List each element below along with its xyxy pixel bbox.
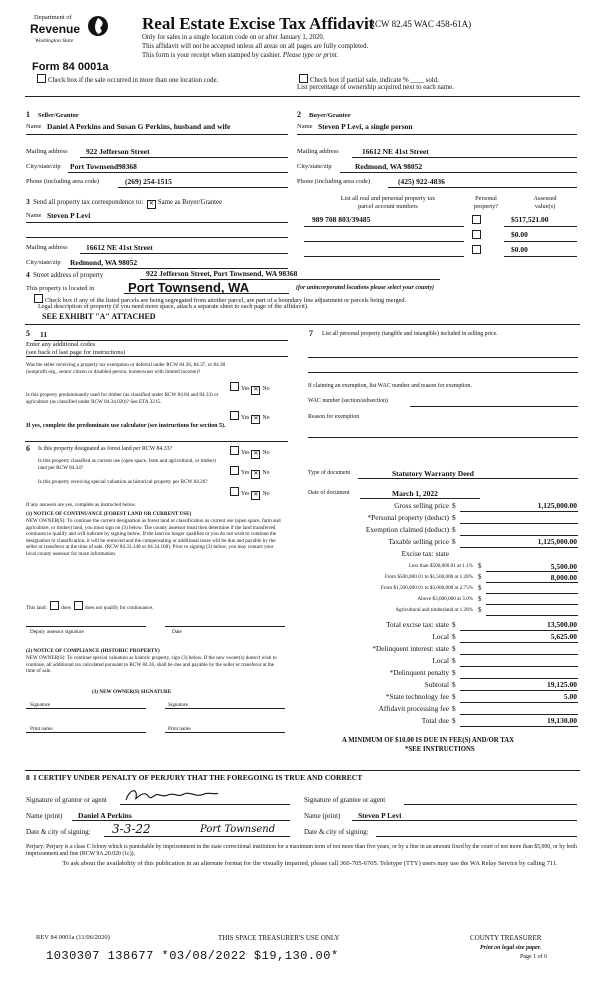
owner-signature-label-1: Signature xyxy=(30,702,50,708)
grantee-signature-label: Signature of grantee or agent xyxy=(304,796,386,804)
buyer-phone-label: Phone (including area code) xyxy=(297,178,371,185)
notice-3: This form is your receipt when stamped by cashier. Please type or print. xyxy=(142,52,339,59)
grantor-name[interactable]: Daniel A Perkins xyxy=(78,811,132,820)
section6-q3: Is this property receiving special valuation as historical property per RCW 84.26? xyxy=(38,479,208,485)
form-title: Real Estate Excise Tax Affidavit xyxy=(142,14,375,33)
section6-q2: Is this property classified as current use (open space, farm and agricultural, or timber) land per RCW 84.34? xyxy=(38,458,216,471)
owner-signature-label-2: Signature xyxy=(168,702,188,708)
property-street[interactable]: 922 Jefferson Street, Port Townsend, WA 98368 xyxy=(146,269,298,278)
parcel-header: List all real and personal property tax parcel account numbers xyxy=(340,195,436,210)
treasurer-use: THIS SPACE TREASURER'S USE ONLY xyxy=(218,934,340,942)
grantee-name[interactable]: Steven P Levi xyxy=(358,811,402,820)
legal-description: Legal description of property (if you need more space, attach a separate sheet to each page of the affidavit). xyxy=(38,303,309,310)
seller-name-label: Name xyxy=(26,123,42,130)
owner-print-name-2: Print name xyxy=(168,726,191,732)
reason-label: Reason for exemption xyxy=(308,414,360,420)
section7-text: List all personal property (tangible and intangible) included in selling price. xyxy=(322,331,498,337)
section8-certify: 8 I CERTIFY UNDER PENALTY OF PERJURY THAT THE FOREGOING IS TRUE AND CORRECT xyxy=(26,773,363,782)
section5-q3: If yes, complete the predominate use calculator (see instructions for section 5). xyxy=(26,423,226,429)
parcel-number[interactable]: 989 708 803/39485 xyxy=(312,215,371,224)
form-revision: REV 84 0001a (11/06/2020) xyxy=(36,934,110,941)
legal-paper-note: Print on legal size paper. xyxy=(480,945,542,951)
section6-q2-answer[interactable]: Yes ✕ No xyxy=(228,466,270,479)
located-label: This property is located in xyxy=(26,285,95,292)
parcel-row xyxy=(304,244,579,258)
section5-q1: Was the seller receiving a property tax exemption or deferral under RCW 84.36, 84.37, or 84.38 (nonprofit org., senior citizen or disabled person, homeowner with limited income)? xyxy=(26,362,226,375)
notice-2: This affidavit will not be accepted unless all areas on all pages are fully completed. xyxy=(142,43,369,50)
grantor-date-city-label: Date & city of signing: xyxy=(26,828,91,836)
wac-label: WAC number (section/subsection) xyxy=(308,398,388,404)
form-number: Form 84 0001a xyxy=(32,61,109,73)
notice1-title: (1) NOTICE OF CONTINUANCE (FOREST LAND OR CURRENT USE) xyxy=(26,511,192,517)
section5-q1-answer[interactable]: Yes ✕ No xyxy=(228,382,270,395)
buyer-phone[interactable]: (425) 922-4836 xyxy=(398,177,445,186)
buyer-mailing[interactable]: 16612 NE 41st Street xyxy=(362,147,429,156)
minimum-due-note: A MINIMUM OF $10.00 IS DUE IN FEE(S) AND/OR TAX xyxy=(342,737,515,744)
grantee-name-label: Name (print) xyxy=(304,812,341,820)
check-multi-location[interactable]: Check box if the sale occurred in more than one location code. xyxy=(35,74,218,84)
parcel-row xyxy=(304,229,579,243)
new-owner-signature-heading: (3) NEW OWNER(S) SIGNATURE xyxy=(92,689,172,695)
personal-property-checkbox[interactable] xyxy=(472,230,481,239)
grantor-city[interactable]: Port Townsend xyxy=(200,824,276,835)
doc-date-label: Date of document xyxy=(308,490,350,496)
buyer-city[interactable]: Redmond, WA 98052 xyxy=(355,162,423,171)
tax-row: Taxable selling price $ 1,125,000.00 xyxy=(388,537,577,546)
perjury-notice: Perjury: Perjury is a class C felony which is punishable by imprisonment in the state correctional institution for a maximum term of not more than five years, or by a fine in an amount fixed by the court of not more than $5,000, or by both imprisonment and fine (RCW 9A.20.020 (1c)). xyxy=(26,844,577,857)
buyer-name-label: Name xyxy=(297,123,313,130)
grantor-signature-label: Signature of grantor or agent xyxy=(26,796,107,804)
this-land: This land: does does not qualify for continuance. xyxy=(26,601,153,611)
page-number: Page 1 of 6 xyxy=(520,954,548,960)
check-partial-sale[interactable]: Check box if partial sale, indicate % ____ sold. xyxy=(297,74,439,84)
doc-date[interactable]: March 1, 2022 xyxy=(392,489,438,498)
tax-row: *Personal property (deduct) $ xyxy=(300,512,585,525)
does-checkbox[interactable] xyxy=(50,601,59,610)
bracket-row: Above $3,000,000 at 3.0% $ xyxy=(300,595,585,606)
additional-codes-label: Enter any additional codes xyxy=(26,341,96,348)
seller-city[interactable]: Port Townsend98368 xyxy=(70,162,137,171)
bracket-row: Agricultural and timberland at 1.28% $ xyxy=(300,606,585,617)
assessed-header: Assessed value(s) xyxy=(533,195,557,210)
bracket-row: From $1,500,000.01 to $3,000,000 at 2.75% $ xyxy=(300,584,585,595)
personal-property-checkbox[interactable] xyxy=(472,245,481,254)
parcel-row xyxy=(304,214,579,228)
does-not-checkbox[interactable] xyxy=(74,601,83,610)
tax-row: Gross selling price $ 1,125,000.00 xyxy=(394,501,577,510)
notice-1: Only for sales in a single location code on or after January 1, 2020. xyxy=(142,34,325,41)
deputy-signature-label: Deputy assessor signature xyxy=(30,629,84,635)
total-row: Local $ 5,625.00 xyxy=(432,632,577,641)
list-percentage: List percentage of ownership acquired next to each name. xyxy=(297,84,454,91)
dept-line2: Revenue xyxy=(30,22,81,36)
assessed-value[interactable]: $517,521.00 xyxy=(511,215,549,224)
see-back-label: (see back of last page for instructions) xyxy=(26,349,126,356)
section6-q3-answer[interactable]: Yes ✕ No xyxy=(228,487,270,500)
total-row: *Delinquent interest: state $ xyxy=(300,643,585,656)
dept-line1: Department of xyxy=(34,14,72,21)
exemption-text: If claiming an exemption, list WAC number and reason for exemption. xyxy=(308,383,472,389)
seller-mailing[interactable]: 922 Jefferson Street xyxy=(86,147,150,156)
seller-phone-label: Phone (including area code) xyxy=(26,178,100,185)
section5-q2-answer[interactable]: Yes ✕ No xyxy=(228,411,270,424)
section5-code[interactable]: 11 xyxy=(40,330,48,339)
seller-mailing-label: Mailing address xyxy=(26,148,68,155)
buyer-mailing-label: Mailing address xyxy=(297,148,339,155)
form-rcw: (RCW 82.45 WAC 458-61A) xyxy=(366,19,472,29)
seller-city-label: City/state/zip xyxy=(26,163,61,170)
located-city[interactable]: Port Townsend, WA xyxy=(128,280,250,295)
assessed-value[interactable]: $0.00 xyxy=(511,245,528,254)
availability-notice: To ask about the availability of this publication in an alternate format for the visually impaired, please call 360-705-6705. Teletype (TTY) users may use the WA Relay Service by calling 711. xyxy=(62,860,558,867)
section7-number: 7 xyxy=(309,329,313,338)
total-row: Total excise tax: state $ 13,500.00 xyxy=(386,620,577,629)
bracket-row: Less than $500,000.01 at 1.1% $ 5,500.00 xyxy=(408,562,577,571)
buyer-city-label: City/state/zip xyxy=(297,163,332,170)
see-instructions: *SEE INSTRUCTIONS xyxy=(405,746,475,753)
dept-line3: Washington State xyxy=(35,38,74,44)
dor-logo xyxy=(30,12,110,52)
doc-type-label: Type of document xyxy=(308,470,351,476)
grantor-signature xyxy=(122,786,222,804)
seller-heading: Seller/Grantor xyxy=(38,112,79,119)
seller-number: 1 xyxy=(26,110,30,119)
bracket-row: From $500,000.01 to $1,500,000 at 1.28% $ 8,000.00 xyxy=(384,573,577,582)
grantee-date-city-label: Date & city of signing: xyxy=(304,828,369,836)
section6-q4: If any answers are yes, complete as instructed below. xyxy=(26,502,137,508)
section6-q1-answer[interactable]: Yes ✕ No xyxy=(228,446,270,459)
total-row: Affidavit processing fee $ xyxy=(300,703,585,716)
section3-correspondence: 3 Send all property tax correspondence to: ✕ Same as Buyer/Grantee xyxy=(26,197,223,207)
deputy-date-label: Date xyxy=(172,629,182,635)
assessed-value[interactable]: $0.00 xyxy=(511,230,528,239)
segregated-checkbox[interactable]: Check box if any of the listed parcels are being segregated from another parcel, are part of a boundary line adjustment or parcels being merged. xyxy=(32,294,406,304)
tax-row: Excise tax: state xyxy=(401,549,449,558)
notice2-title: (2) NOTICE OF COMPLIANCE (HISTORIC PROPERTY) xyxy=(26,648,160,654)
exhibit-a[interactable]: SEE EXHIBIT "A" ATTACHED xyxy=(42,312,156,321)
section3-mailing[interactable]: 16612 NE 41st Street xyxy=(86,243,153,252)
section3-name[interactable]: Steven P Levi xyxy=(47,211,91,220)
total-row: *Delinquent penalty $ xyxy=(300,667,585,680)
treasurer-stamp: 1030307 138677 *03/08/2022 $19,130.00* xyxy=(46,949,339,963)
dor-logo-icon xyxy=(86,14,110,38)
total-row: Local $ xyxy=(300,655,585,668)
seller-phone[interactable]: (269) 254-1515 xyxy=(125,177,172,186)
buyer-number: 2 xyxy=(297,110,301,119)
county-treasurer: COUNTY TREASURER xyxy=(470,934,542,942)
doc-type[interactable]: Statutory Warranty Deed xyxy=(392,469,474,478)
total-row: *State technology fee $ 5.00 xyxy=(385,692,577,701)
grantor-name-label: Name (print) xyxy=(26,812,63,820)
section6-number: 6 xyxy=(26,444,30,453)
buyer-heading: Buyer/Grantee xyxy=(309,112,351,119)
total-row: Total due $ 19,130.00 xyxy=(421,716,577,725)
seller-name[interactable]: Daniel A Perkins and Susan G Perkins, husband and wife xyxy=(47,122,231,131)
section3-city[interactable]: Redmond, WA 98052 xyxy=(70,258,138,267)
grantor-date[interactable]: 3-3-22 xyxy=(112,822,151,836)
section5-number: 5 xyxy=(26,329,30,338)
buyer-name[interactable]: Steven P Levi, a single person xyxy=(318,122,413,131)
unincorporated-note: (for unincorporated locations please select your county) xyxy=(296,285,434,291)
same-as-buyer-checkbox[interactable]: ✕ xyxy=(148,201,154,207)
total-row: Subtotal $ 19,125.00 xyxy=(424,680,577,689)
section6-q1: Is this property designated as forest land per RCW 84.33? xyxy=(38,446,173,452)
notice2-body: NEW OWNER(S): To continue special valuation as historic property, sign (3) below. If the new owner(s) doesn't wish to continue, all additional tax calculated pursuant to RCW 84.26, shall be due and payable by the seller or transferor at the time of sale. xyxy=(26,655,277,674)
tax-row: Exemption claimed (deduct) $ xyxy=(300,524,585,537)
personal-property-checkbox[interactable] xyxy=(472,215,481,224)
section5-q2: Is this property predominantly used for timber (as classified under RCW 84.84 and 84.33) or agriculture (as classified under RCW 84.34.020)? See ETA 3215. xyxy=(26,392,219,405)
section3-name-label: Name xyxy=(26,212,42,219)
personal-header: Personal property? xyxy=(473,195,499,210)
owner-print-name-1: Print name xyxy=(30,726,53,732)
section3-mailing-label: Mailing address xyxy=(26,244,68,251)
notice1-body: NEW OWNER(S): To continue the current designation as forest land or classification as current use (open space, farm and agriculture, or timber) land, you must sign on (3) below. The county assessor must then determine if the land transferred continues to qualify and will indicate by signing below. If the land no longer qualifies or you do not wish to continue the designation or classification, it will be removed and the compensating or additional taxes will be due and payable by the seller or transferor at the time of sale. (RCW 84.33.140 or 84.34.108). Prior to signing (3) below, you may contact your local county assessor for more information. xyxy=(26,518,281,557)
section4-street: 4 Street address of property xyxy=(26,270,104,279)
section3-city-label: City/state/zip xyxy=(26,259,61,266)
